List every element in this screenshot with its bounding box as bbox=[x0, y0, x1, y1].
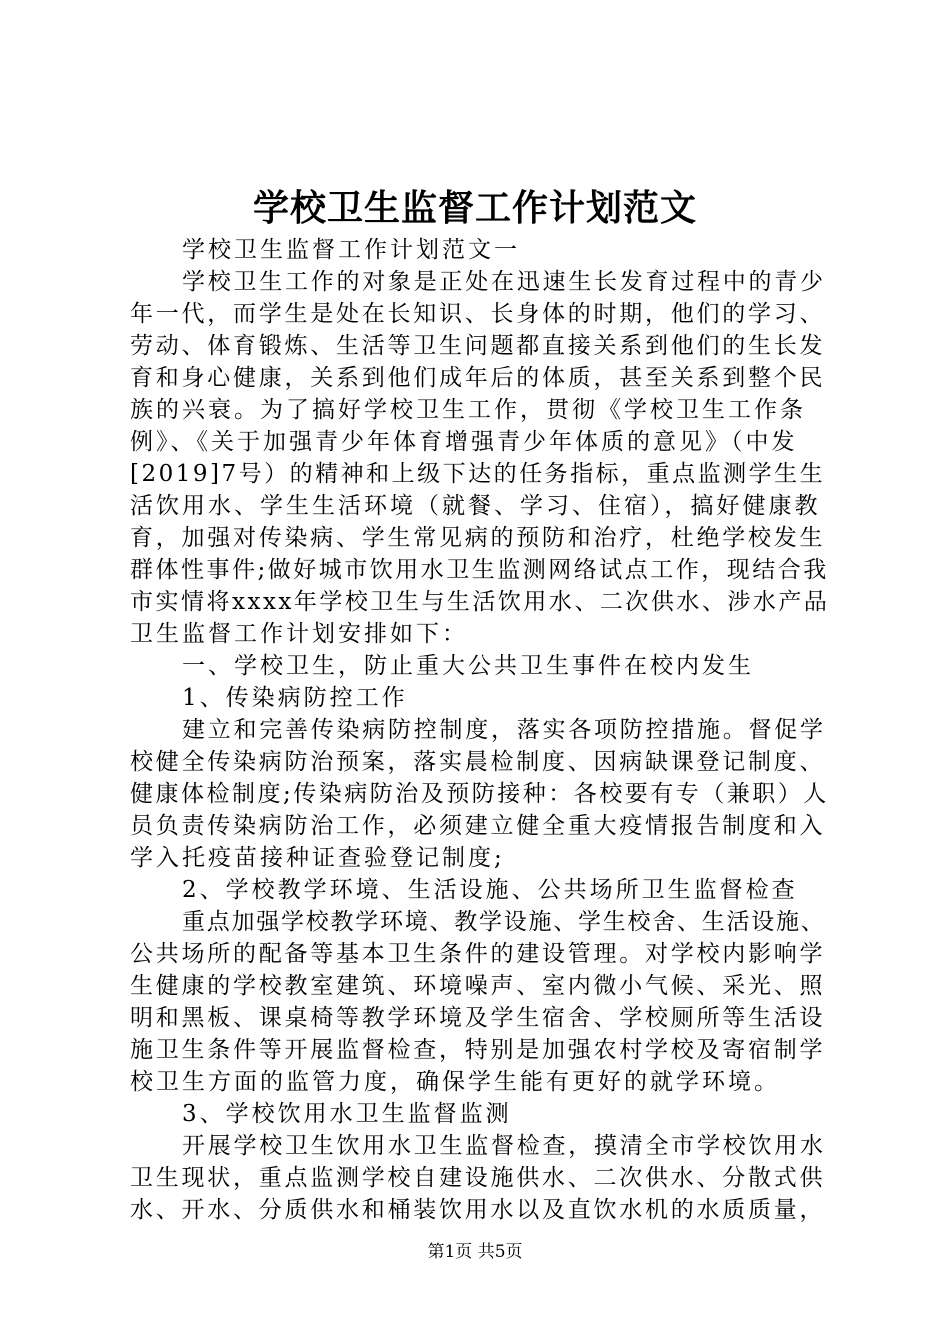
text-line: 一、学校卫生，防止重大公共卫生事件在校内发生 bbox=[182, 653, 754, 679]
document-title: 学校卫生监督工作计划范文 bbox=[252, 188, 697, 229]
text-line: 校卫生方面的监管力度，确保学生能有更好的就学环境。 bbox=[130, 1069, 780, 1095]
text-line: [2019]7号）的精神和上级下达的任务指标，重点监测学生生 bbox=[130, 461, 826, 487]
text-line: 学校卫生监督工作计划范文一 bbox=[182, 237, 520, 263]
text-line: 2、学校教学环境、生活设施、公共场所卫生监督检查 bbox=[182, 877, 798, 903]
text-line: 卫生现状，重点监测学校自建设施供水、二次供水、分散式供 bbox=[130, 1165, 826, 1191]
text-line: 族的兴衰。为了搞好学校卫生工作，贯彻《学校卫生工作条 bbox=[130, 397, 806, 423]
text-line: 年一代，而学生是处在长知识、长身体的时期，他们的学习、 bbox=[130, 301, 826, 327]
text-line: 例》、《关于加强青少年体育增强青少年体质的意见》（中发 bbox=[130, 429, 798, 455]
text-line: 学校卫生工作的对象是正处在迅速生长发育过程中的青少 bbox=[182, 269, 826, 295]
text-line: 员负责传染病防治工作，必须建立健全重大疫情报告制度和入 bbox=[130, 813, 826, 839]
text-line: 学入托疫苗接种证查验登记制度; bbox=[130, 845, 505, 871]
text-line: 公共场所的配备等基本卫生条件的建设管理。对学校内影响学 bbox=[130, 941, 826, 967]
text-line: 活饮用水、学生生活环境（就餐、学习、住宿），搞好健康教 bbox=[130, 493, 821, 519]
text-line: 1、传染病防控工作 bbox=[182, 685, 408, 711]
text-line: 建立和完善传染病防控制度，落实各项防控措施。督促学 bbox=[182, 717, 826, 743]
text-line: 明和黑板、课桌椅等教学环境及学生宿舍、学校厕所等生活设 bbox=[130, 1005, 826, 1031]
document-body bbox=[130, 234, 830, 1226]
text-line: 开展学校卫生饮用水卫生监督检查，摸清全市学校饮用水 bbox=[182, 1133, 826, 1159]
text-line: 水、开水、分质供水和桶装饮用水以及直饮水机的水质质量， bbox=[130, 1197, 826, 1223]
text-line: 3、学校饮用水卫生监督监测 bbox=[182, 1101, 512, 1127]
text-line: 育和身心健康，关系到他们成年后的体质，甚至关系到整个民 bbox=[130, 365, 826, 391]
text-line: 施卫生条件等开展监督检查，特别是加强农村学校及寄宿制学 bbox=[130, 1037, 826, 1063]
text-line: 卫生监督工作计划安排如下： bbox=[130, 621, 468, 647]
text-line: 重点加强学校教学环境、教学设施、学生校舍、生活设施、 bbox=[182, 909, 826, 935]
text-line: 劳动、体育锻炼、生活等卫生问题都直接关系到他们的生长发 bbox=[130, 333, 826, 359]
text-line: 育，加强对传染病、学生常见病的预防和治疗，杜绝学校发生 bbox=[130, 525, 826, 551]
text-line: 校健全传染病防治预案，落实晨检制度、因病缺课登记制度、 bbox=[130, 749, 826, 775]
text-line: 群体性事件;做好城市饮用水卫生监测网络试点工作，现结合我 bbox=[130, 557, 829, 583]
text-line: 健康体检制度;传染病防治及预防接种：各校要有专（兼职）人 bbox=[130, 781, 829, 807]
page-footer: 第1页 共5页 bbox=[427, 1242, 523, 1262]
text-line: 生健康的学校教室建筑、环境噪声、室内微小气候、采光、照 bbox=[130, 973, 826, 999]
text-line: 市实情将xxxx年学校卫生与生活饮用水、二次供水、涉水产品 bbox=[130, 589, 830, 615]
